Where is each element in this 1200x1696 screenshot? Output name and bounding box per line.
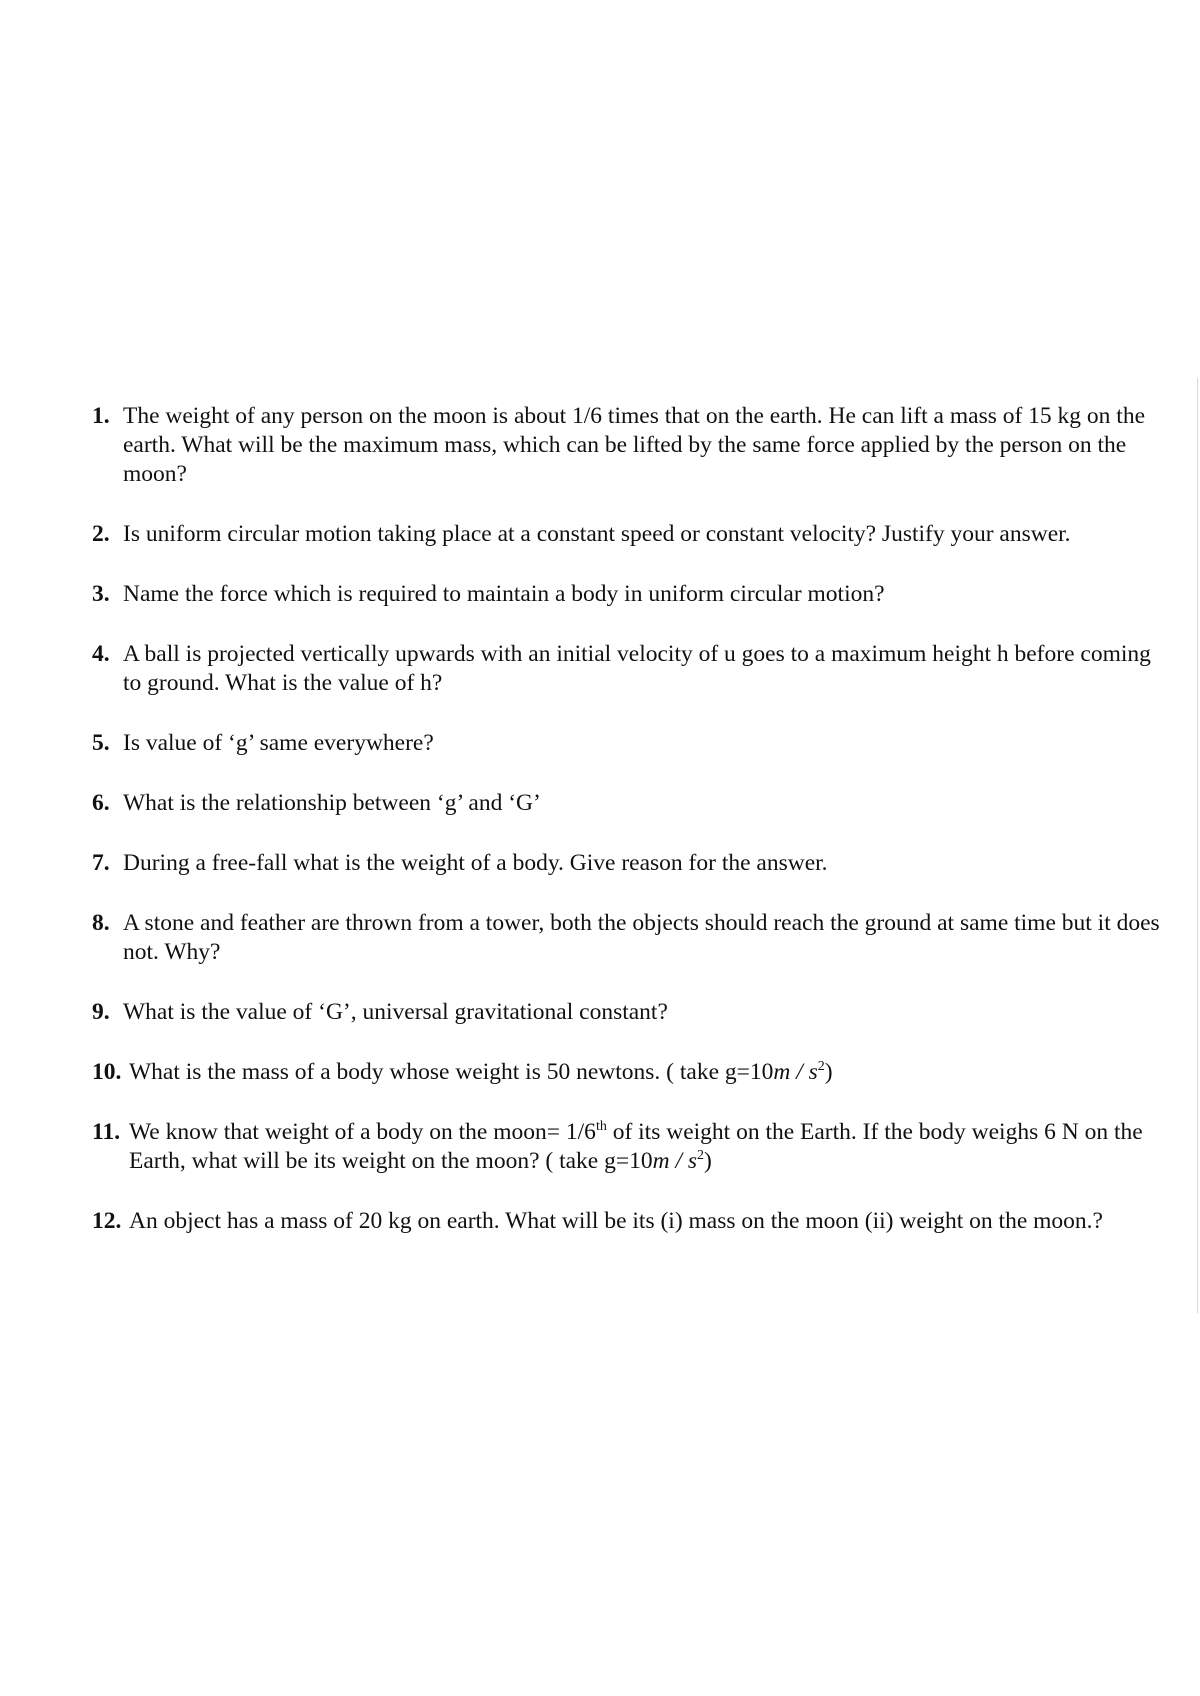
question-number: 5. xyxy=(92,730,110,756)
question-item xyxy=(92,1118,1172,1176)
question-number: 3. xyxy=(92,581,110,607)
question-item xyxy=(92,580,1172,609)
question-text: The weight of any person on the moon is about 1/6 times that on the earth. He can lift a mass of 15 kg on the earth. What will be the maximum mass, which can be lifted by the same force applied by the person on the moon? xyxy=(123,403,1146,487)
question-item xyxy=(92,402,1172,489)
question-item xyxy=(92,909,1172,967)
question-text-part: ) xyxy=(704,1148,712,1174)
question-text: Name the force which is required to maintain a body in uniform circular motion? xyxy=(123,581,885,607)
question-item xyxy=(92,849,1172,878)
question-number: 9. xyxy=(92,999,110,1025)
question-text: A ball is projected vertically upwards with an initial velocity of u goes to a maximum height h before coming to ground. What is the value of h? xyxy=(123,641,1151,696)
question-text-part: We know that weight of a body on the moon= 1/6 xyxy=(129,1119,596,1145)
ordinal-suffix: th xyxy=(595,1119,607,1135)
question-number: 2. xyxy=(92,521,110,547)
question-number: 8. xyxy=(92,910,110,936)
math-unit: m / s xyxy=(773,1059,818,1085)
question-item xyxy=(92,789,1172,818)
math-exponent: 2 xyxy=(697,1148,705,1164)
question-text: During a free-fall what is the weight of a body. Give reason for the answer. xyxy=(123,850,828,876)
question-item xyxy=(92,1207,1172,1236)
question-text-part: ) xyxy=(824,1059,833,1085)
question-number: 12. xyxy=(92,1208,122,1234)
question-number: 4. xyxy=(92,641,110,667)
question-number: 11. xyxy=(92,1119,121,1145)
question-number: 1. xyxy=(92,403,110,429)
question-number: 6. xyxy=(92,790,110,816)
question-item xyxy=(92,520,1172,549)
question-item xyxy=(92,1058,1172,1087)
question-text: Is uniform circular motion taking place at a constant speed or constant velocity? Justify your answer. xyxy=(123,521,1071,547)
question-list xyxy=(92,402,1172,1267)
question-text: Is value of ‘g’ same everywhere? xyxy=(123,730,434,756)
math-exponent: 2 xyxy=(817,1059,825,1075)
question-number: 10. xyxy=(92,1059,122,1085)
question-item xyxy=(92,998,1172,1027)
question-text: What is the relationship between ‘g’ and ‘G’ xyxy=(123,790,541,816)
question-text xyxy=(129,1058,1172,1087)
page-edge-line xyxy=(1197,378,1198,1313)
question-text: An object has a mass of 20 kg on earth. What will be its (i) mass on the moon (ii) weight on the moon.? xyxy=(129,1208,1103,1234)
question-item xyxy=(92,729,1172,758)
question-text-part: of its weight on the Earth. If the body weighs 6 N on the Earth, what will be its weight on the moon? ( take g=10 xyxy=(129,1119,1143,1174)
question-text-part: What is the mass of a body whose weight is 50 newtons. ( take g=10 xyxy=(129,1059,774,1085)
question-text xyxy=(129,1118,1172,1176)
question-number: 7. xyxy=(92,850,110,876)
question-text: A stone and feather are thrown from a tower, both the objects should reach the ground at same time but it does not. Why? xyxy=(123,910,1160,965)
question-text: What is the value of ‘G’, universal gravitational constant? xyxy=(123,999,668,1025)
question-item xyxy=(92,640,1172,698)
math-unit: m / s xyxy=(652,1148,698,1174)
